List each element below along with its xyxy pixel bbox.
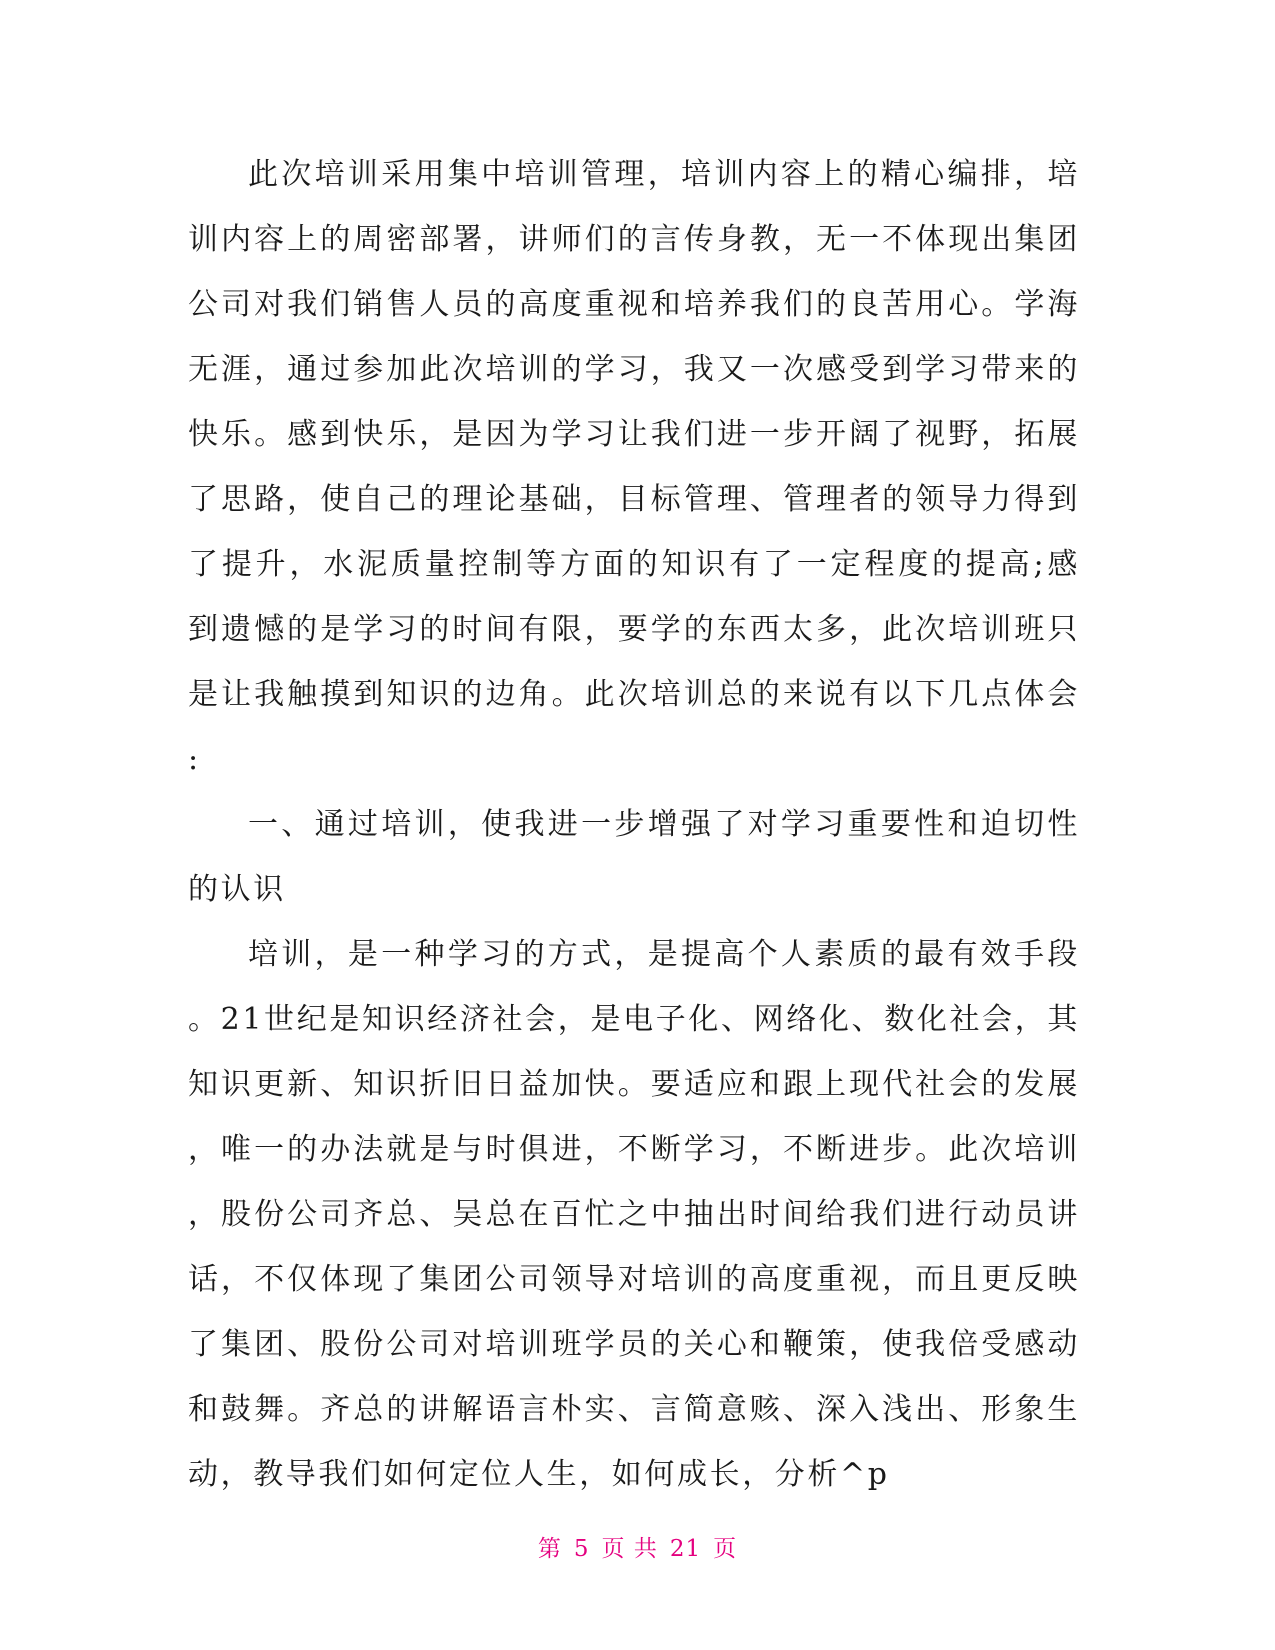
section-heading-line-2: 的认识 bbox=[188, 872, 286, 907]
paragraph-3-line-1: 培训，是一种学习的方式，是提高个人素质的最有效手段 bbox=[248, 937, 1080, 972]
footer-current-page: 5 bbox=[573, 1536, 590, 1562]
footer-suffix: 页 bbox=[713, 1536, 738, 1562]
paragraph-3-line-2: 。21世纪是知识经济社会，是电子化、网络化、数化社会，其 bbox=[188, 1002, 1080, 1037]
footer-total-pages: 21 bbox=[669, 1536, 702, 1562]
paragraph-1-line-3: 公司对我们销售人员的高度重视和培养我们的良苦用心。学海 bbox=[188, 287, 1080, 322]
paragraph-3-line-8: 和鼓舞。齐总的讲解语言朴实、言简意赅、深入浅出、形象生 bbox=[188, 1392, 1080, 1427]
paragraph-1-line-1: 此次培训采用集中培训管理，培训内容上的精心编排，培 bbox=[248, 157, 1080, 192]
footer-middle: 页 共 bbox=[601, 1536, 658, 1562]
paragraph-1-line-4: 无涯，通过参加此次培训的学习，我又一次感受到学习带来的 bbox=[188, 352, 1080, 387]
paragraph-3-line-9: 动，教导我们如何定位人生，如何成长，分析^p bbox=[188, 1457, 890, 1492]
paragraph-1-line-6: 了思路，使自己的理论基础，目标管理、管理者的领导力得到 bbox=[188, 482, 1080, 517]
document-body bbox=[188, 142, 1080, 1507]
paragraph-3-line-3: 知识更新、知识折旧日益加快。要适应和跟上现代社会的发展 bbox=[188, 1067, 1080, 1102]
paragraph-3-line-5: ，股份公司齐总、吴总在百忙之中抽出时间给我们进行动员讲 bbox=[188, 1197, 1080, 1232]
paragraph-1-line-2: 训内容上的周密部署，讲师们的言传身教，无一不体现出集团 bbox=[188, 222, 1080, 257]
paragraph-1-line-7: 了提升，水泥质量控制等方面的知识有了一定程度的提高;感 bbox=[188, 547, 1080, 582]
paragraph-1-line-10: : bbox=[188, 742, 201, 777]
paragraph-3-line-6: 话，不仅体现了集团公司领导对培训的高度重视，而且更反映 bbox=[188, 1262, 1080, 1297]
paragraph-3-line-7: 了集团、股份公司对培训班学员的关心和鞭策，使我倍受感动 bbox=[188, 1327, 1080, 1362]
paragraph-3-line-4: ，唯一的办法就是与时俱进，不断学习，不断进步。此次培训 bbox=[188, 1132, 1080, 1167]
footer-prefix: 第 bbox=[537, 1536, 562, 1562]
paragraph-1-line-9: 是让我触摸到知识的边角。此次培训总的来说有以下几点体会 bbox=[188, 677, 1080, 712]
paragraph-1-line-8: 到遗憾的是学习的时间有限，要学的东西太多，此次培训班只 bbox=[188, 612, 1080, 647]
paragraph-1-line-5: 快乐。感到快乐，是因为学习让我们进一步开阔了视野，拓展 bbox=[188, 417, 1080, 452]
section-heading-line-1: 一、通过培训，使我进一步增强了对学习重要性和迫切性 bbox=[248, 807, 1080, 842]
page-footer bbox=[0, 1530, 1275, 1563]
